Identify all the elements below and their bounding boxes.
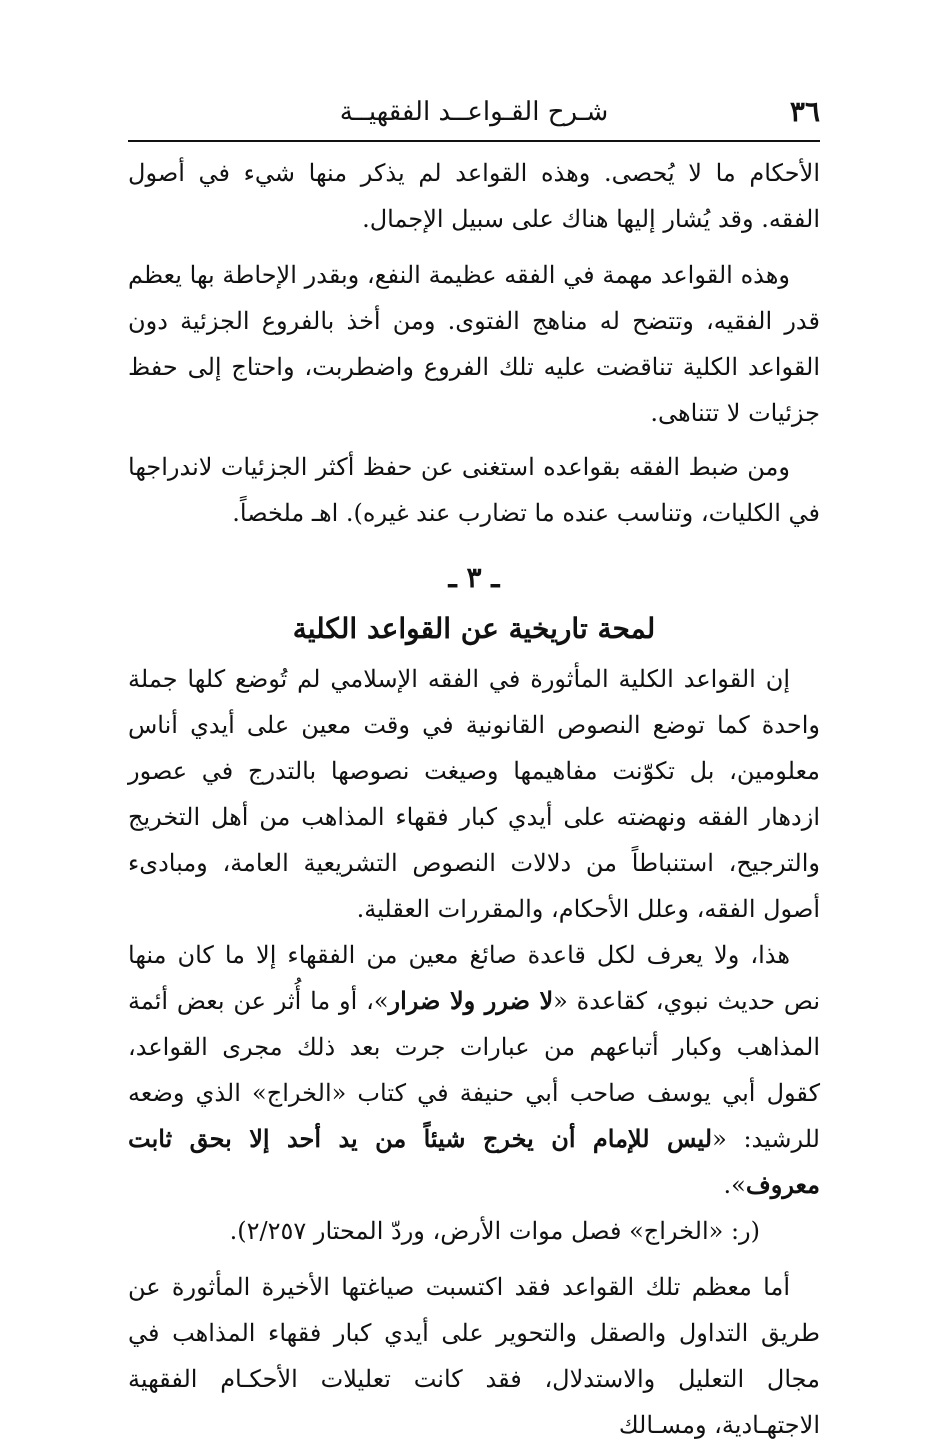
running-title: شـرح القـواعــد الفقهيــة	[339, 97, 609, 127]
paragraph-continuation: الأحكام ما لا يُحصى. وهذه القواعد لم يذكر منها شيء في أصول الفقه. وقد يُشار إليها هناك على سبيل الإجمال.	[128, 159, 820, 233]
text-segment: هذا، ولا يعرف لكل قاعدة صائغ معين من الفقهاء إلا ما كان منها نص حديث نبوي، كقاعدة «	[128, 941, 821, 1015]
paragraph-control: ومن ضبط الفقه بقواعده استغنى عن حفظ أكثر الجزئيات لاندراجها في الكليات، وتناسب عنده ما تضارب عند غيره). اهـ ملخصاً.	[128, 453, 820, 527]
quoted-maxim: ليس للإمام أن يخرج شيئاً من يد أحد إلا بحق ثابت معروف	[128, 1124, 820, 1199]
paragraph-attribution	[128, 932, 820, 1208]
quoted-maxim: لا ضرر ولا ضرار	[388, 986, 554, 1015]
page-number: ٣٦	[789, 95, 820, 128]
citation-reference: (ر: «الخراج» فصل موات الأرض، وردّ المحتار ٢/٢٥٧).	[229, 1217, 760, 1245]
text-segment: ».	[723, 1171, 746, 1199]
section-title: لمحة تاريخية عن القواعد الكلية	[292, 612, 656, 645]
section-number: ـ ٣ ـ	[448, 561, 500, 594]
header-divider	[128, 140, 820, 142]
text-segment: »، أو ما أُثر عن بعض أئمة المذاهب وكبار أتباعهم من عبارات جرت بعد ذلك مجرى القواعد، كقول أبي يوسف صاحب أبي حنيفة في كتاب «الخراج» الذي وضعه للرشيد: «	[128, 987, 820, 1153]
paragraph-importance: وهذه القواعد مهمة في الفقه عظيمة النفع، وبقدر الإحاطة بها يعظم قدر الفقيه، وتتضح له مناهج الفتوى. ومن أخذ بالفروع الجزئية دون القواعد الكلية تناقضت عليه تلك الفروع واضطربت، واحتاج إلى حفظ جزئيات لا تتناهى.	[128, 261, 820, 427]
paragraph-formulation: أما معظم تلك القواعد فقد اكتسبت صياغتها الأخيرة المأثورة عن طريق التداول والصقل والتحوير على أيدي كبار فقهاء المذاهب في مجال التعليل والاستدلال، فقد كانت تعليلات الأحكـام الفقهية الاجتهـادية، ومسـالك	[128, 1273, 820, 1439]
body-text	[128, 150, 820, 1448]
paragraph-history: إن القواعد الكلية المأثورة في الفقه الإسلامي لم تُوضع كلها جملة واحدة كما توضع النصوص القانونية في وقت معين على أيدي أناس معلومين، بل تكوّنت مفاهيمها وصيغت نصوصها بالتدرج في عصور ازدهار الفقه ونهضته على أيدي كبار فقهاء المذاهب من أهل التخريج والترجيح، استنباطاً من دلالات النصوص التشريعية العامة، ومبادىء أصول الفقه، وعلل الأحكام، والمقررات العقلية.	[128, 665, 820, 923]
page-header	[128, 92, 820, 132]
